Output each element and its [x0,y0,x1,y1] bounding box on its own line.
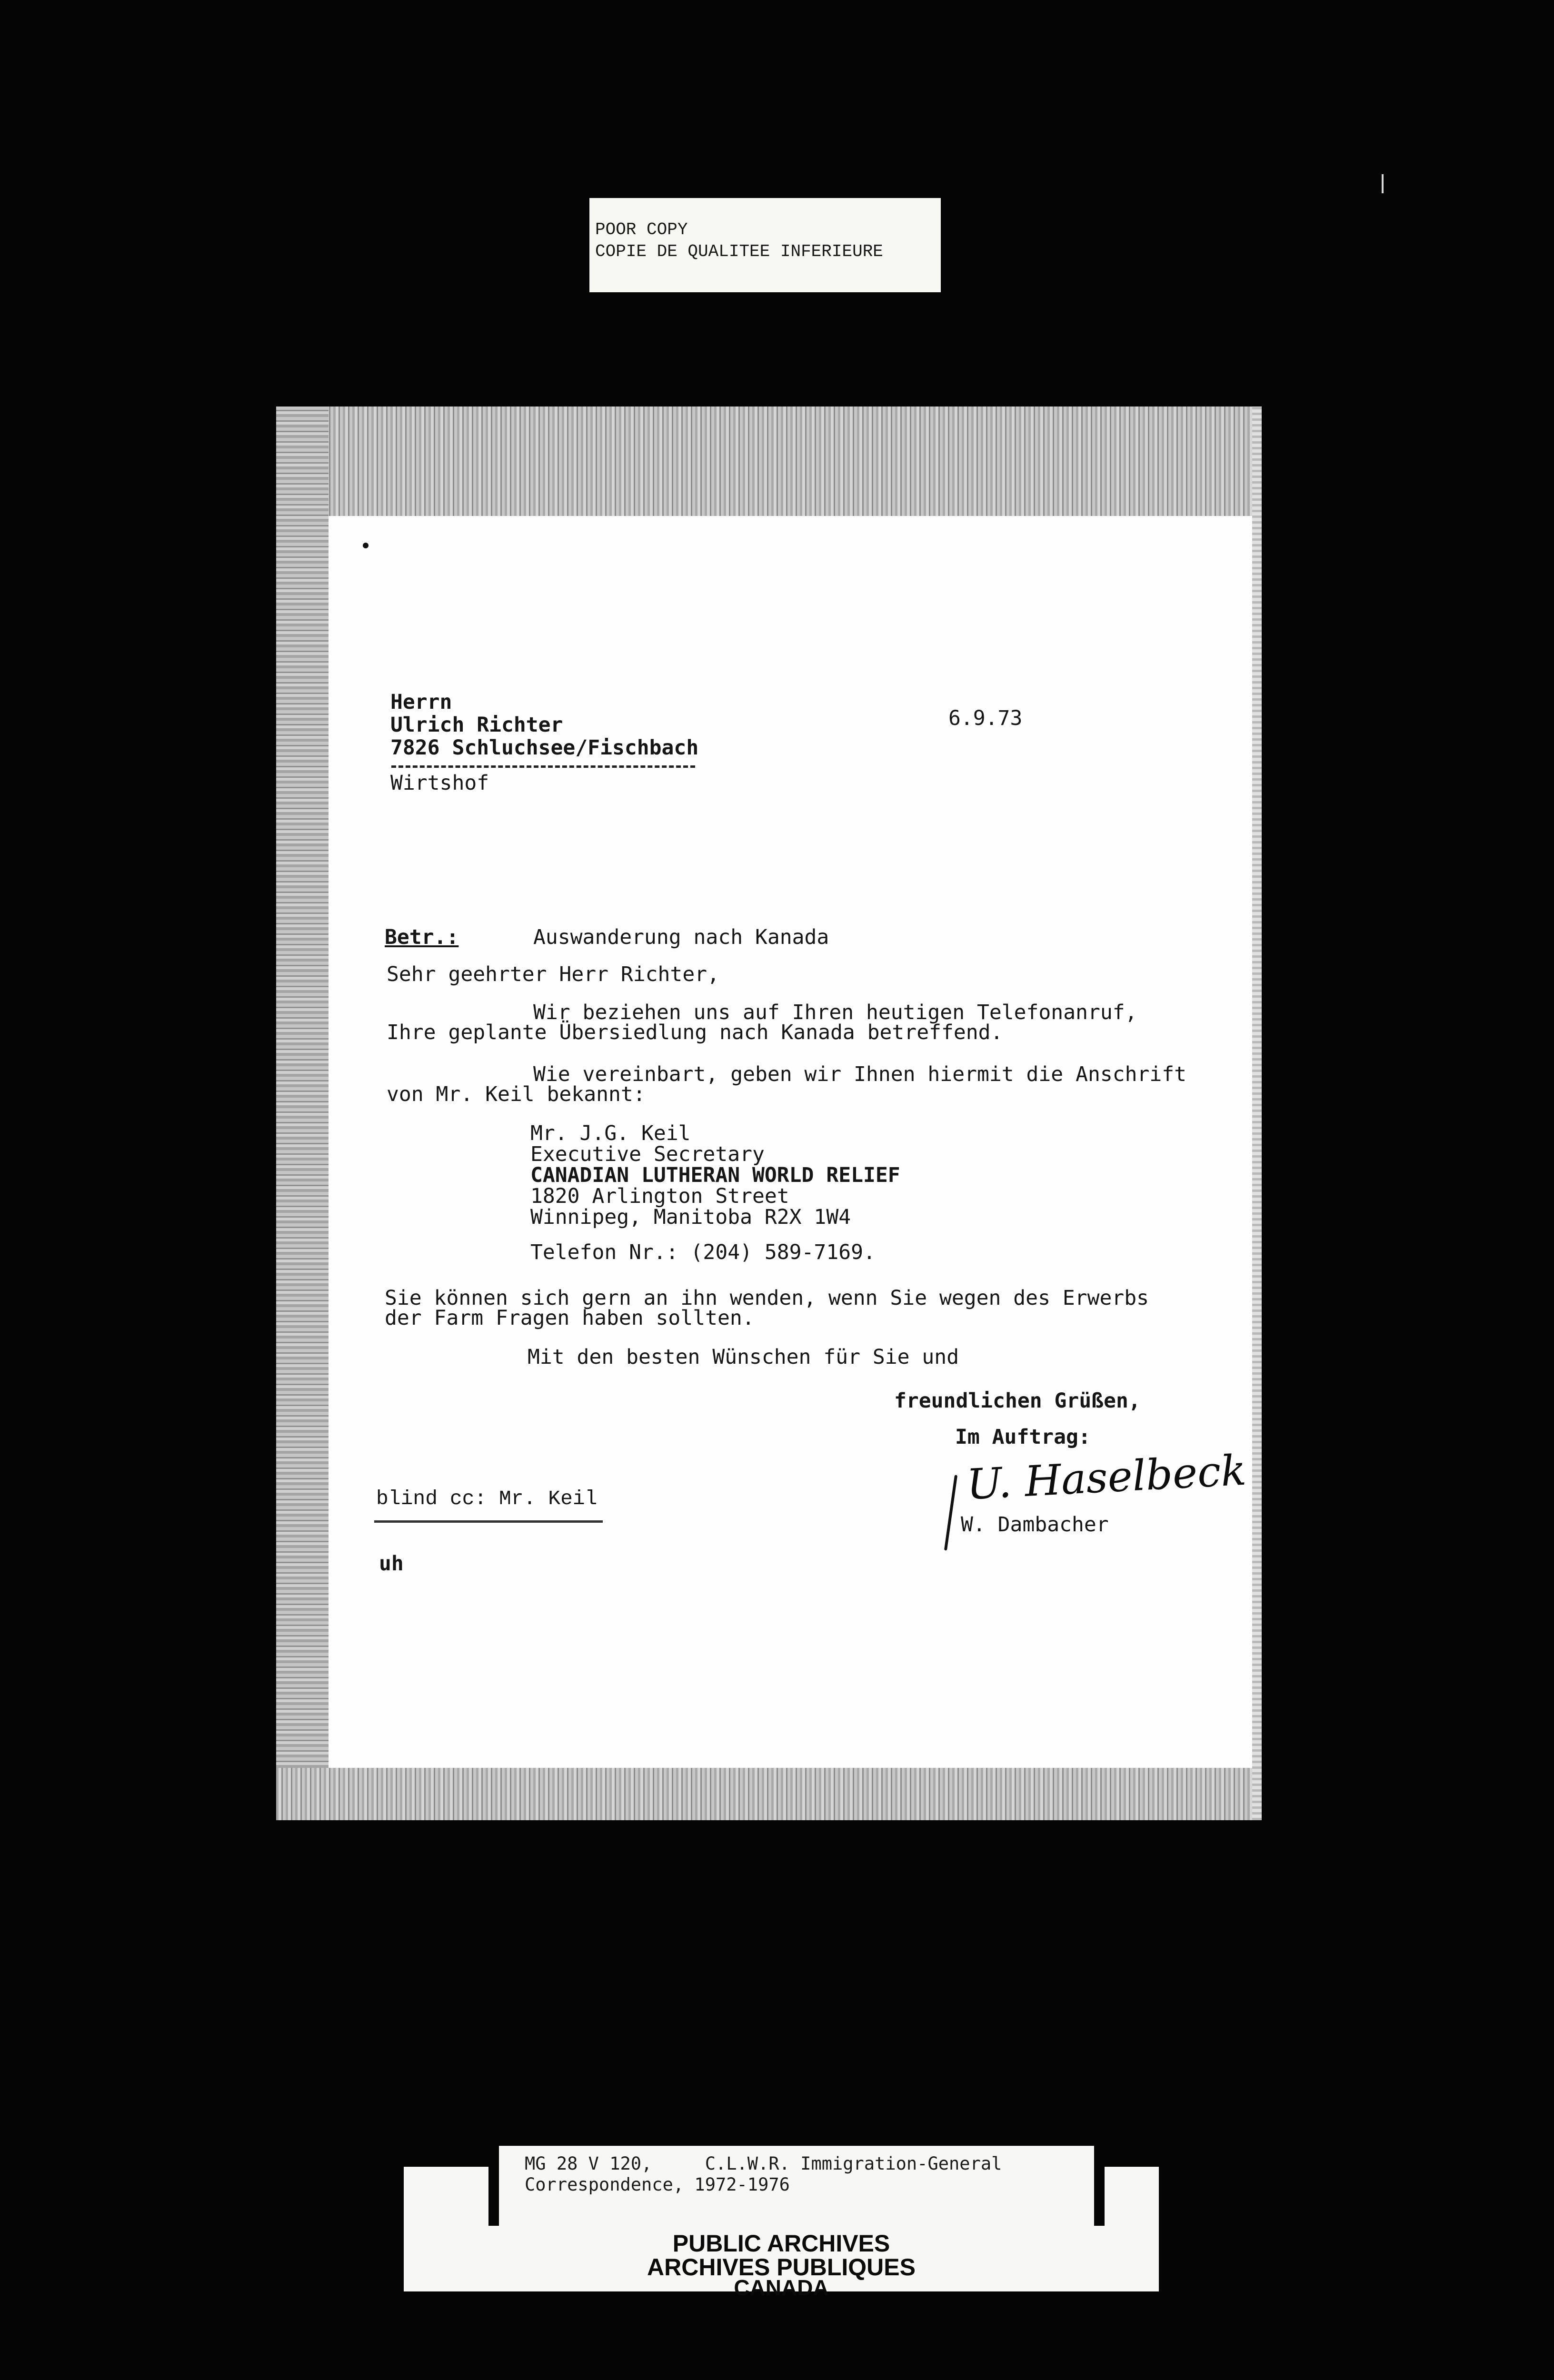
recipient-underline [391,765,695,768]
subject-text: Auswanderung nach Kanada [533,925,829,949]
institution-line-1: PUBLIC ARCHIVES [672,2230,890,2257]
paragraph-3-line-1: Sie können sich gern an ihn wenden, wenn Sie wegen des Erwerbs [385,1286,1149,1310]
poor-copy-label [589,198,941,292]
letter-page [276,407,1262,1820]
paragraph-1-line-1: Wir beziehen uns auf Ihren heutigen Telefonanruf, [533,1001,1137,1024]
contact-phone: Telefon Nr.: (204) 589-7169. [530,1240,876,1264]
blind-cc-underline [374,1520,603,1523]
recipient-extra: Wirtshof [390,771,489,795]
scan-artifact-mark [1382,174,1384,193]
letter-date: 6.9.73 [948,706,1023,730]
poor-copy-line-2: COPIE DE QUALITEE INFERIEURE [595,242,883,261]
signature: U. Haselbeck [965,1445,1247,1509]
recipient-address: 7826 Schluchsee/Fischbach [390,736,699,760]
punch-mark [363,543,369,548]
poor-copy-line-1: POOR COPY [595,220,688,239]
label-notch-left [488,2146,499,2226]
paragraph-1-line-2: Ihre geplante Übersiedlung nach Kanada betreffend. [387,1021,1003,1044]
im-auftrag: Im Auftrag: [955,1425,1091,1449]
closing-line-1: Mit den besten Wünschen für Sie und [528,1345,959,1369]
label-notch-right [1094,2146,1105,2226]
label-notch-top-left [404,2146,488,2167]
typist-initials: uh [379,1552,404,1576]
contact-city: Winnipeg, Manitoba R2X 1W4 [530,1205,851,1229]
recipient-name: Ulrich Richter [390,713,563,737]
greeting: Sehr geehrter Herr Richter, [387,962,719,986]
paragraph-2-line-1: Wie vereinbart, geben wir Ihnen hiermit die Anschrift [533,1062,1187,1086]
photocopy-noise-bottom [276,1768,1262,1820]
signature-stroke [944,1475,957,1550]
reference-line-1: MG 28 V 120, C.L.W.R. Immigration-General [525,2153,1002,2174]
photocopy-noise-top [276,407,1262,516]
reference-line-2: Correspondence, 1972-1976 [525,2174,790,2195]
photocopy-noise-right [1252,407,1262,1820]
paragraph-2-line-2: von Mr. Keil bekannt: [387,1082,646,1106]
institution-line-2: ARCHIVES PUBLIQUES [647,2254,916,2281]
contact-name: Mr. J.G. Keil [530,1121,691,1145]
contact-organization: CANADIAN LUTHERAN WORLD RELIEF [530,1163,900,1187]
closing-line-2: freundlichen Grüßen, [894,1389,1141,1413]
archive-reference-label [404,2146,1159,2300]
photocopy-noise-left [276,407,329,1820]
institution-line-3: CANADA [734,2275,829,2300]
blind-cc: blind cc: Mr. Keil [376,1487,598,1510]
recipient-salutation: Herrn [390,690,452,714]
contact-title: Executive Secretary [530,1142,765,1166]
paragraph-3-line-2: der Farm Fragen haben sollten. [385,1306,755,1330]
signer-name: W. Dambacher [961,1513,1109,1537]
subject-label: Betr.: [385,925,459,949]
contact-street: 1820 Arlington Street [530,1184,789,1208]
